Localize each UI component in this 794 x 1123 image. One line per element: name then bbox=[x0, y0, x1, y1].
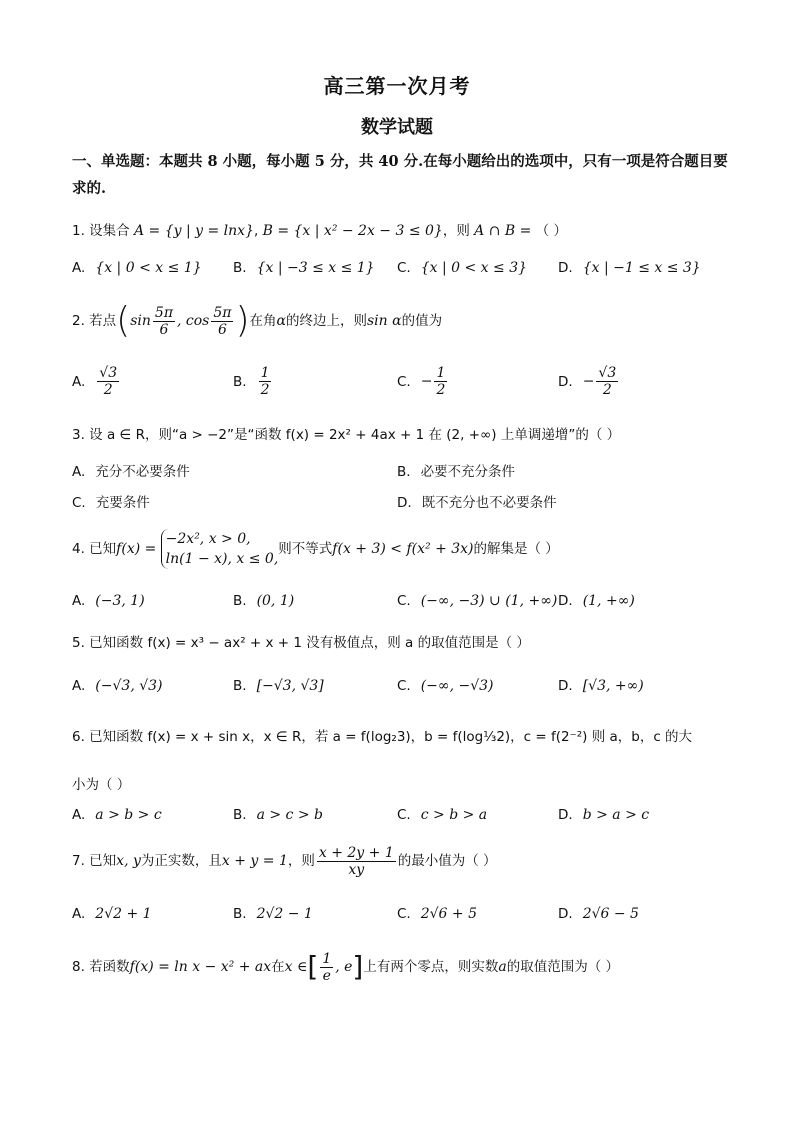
q2-cos: , cos bbox=[177, 313, 210, 329]
section-heading: 一、单选题：本题共 8 小题，每小题 5 分，共 40 分.在每小题给出的选项中，只有一项是符合题目要求的. bbox=[72, 153, 728, 197]
q1-option-c[interactable]: C. {x | 0 < x ≤ 3} bbox=[397, 260, 528, 276]
q5-option-b[interactable]: B. [−√3, √3] bbox=[233, 678, 324, 694]
q7-cond: x + y = 1 bbox=[221, 853, 288, 869]
q8-a: a bbox=[498, 959, 507, 975]
q2-sin: sin bbox=[130, 313, 151, 329]
q2-tail2: 的终边上，则 bbox=[286, 313, 367, 329]
q2-option-c[interactable]: C. − $\frac{1}{2}$ bbox=[397, 365, 446, 398]
q7-lead: 7. 已知 bbox=[72, 853, 117, 869]
q4-option-d[interactable]: D. (1, +∞) bbox=[558, 593, 635, 609]
q8-tail2: 的取值范围为（ ） bbox=[506, 959, 620, 975]
q4-tail: 则不等式 bbox=[278, 541, 333, 557]
q3-option-a[interactable]: A. 充分不必要条件 bbox=[72, 464, 190, 480]
q1-blank: （ ） bbox=[535, 223, 567, 239]
q3-option-d[interactable]: D. 既不充分也不必要条件 bbox=[397, 495, 557, 511]
q6-option-d[interactable]: D. b > a > c bbox=[558, 807, 650, 823]
q2-sin-alpha: sin α bbox=[367, 313, 402, 329]
q7-option-c[interactable]: C. 2√6 + 5 bbox=[397, 906, 477, 922]
question-4 bbox=[72, 526, 732, 572]
q7-option-d[interactable]: D. 2√6 − 5 bbox=[558, 906, 639, 922]
q4-piecewise bbox=[161, 529, 279, 569]
question-5: 5. 已知函数 f(x) = x³ − ax² + x + 1 没有极值点，则 a 的取值范围是（ ） bbox=[72, 635, 530, 651]
q2-tail: 在角 bbox=[249, 313, 277, 329]
q1-set-a: A = {y | y = lnx} bbox=[133, 223, 254, 239]
question-3: 3. 设 a ∈ R，则“a > −2”是“函数 f(x) = 2x² + 4ax + 1 在 (2, +∞) 上单调递增”的（ ） bbox=[72, 427, 621, 443]
q7-xy: x, y bbox=[116, 853, 141, 869]
q7-num: x + 2y + 1 bbox=[318, 844, 394, 861]
q7-mid: 为正实数，且 bbox=[140, 853, 222, 869]
q2-num2: 5π bbox=[213, 304, 232, 321]
question-1: 1. 设集合 A = {y | y = lnx}, B = {x | x² − 2x − 3 ≤ 0}，则 A ∩ B = （ ） bbox=[72, 223, 567, 239]
q7-den: xy bbox=[348, 861, 365, 878]
question-6-line2: 小为（ ） bbox=[72, 777, 131, 793]
q4-option-b[interactable]: B. (0, 1) bbox=[233, 593, 295, 609]
q2-option-b[interactable]: B. $\frac{1}{2}$ bbox=[233, 365, 270, 398]
q8-fx: f(x) = ln x − x² + ax bbox=[129, 959, 272, 975]
q7-option-b[interactable]: B. 2√2 − 1 bbox=[233, 906, 313, 922]
q1-lead: 1. 设集合 bbox=[72, 223, 130, 239]
q6-option-c[interactable]: C. c > b > a bbox=[397, 807, 488, 823]
q5-option-c[interactable]: C. (−∞, −√3) bbox=[397, 678, 494, 694]
q3-option-b[interactable]: B. 必要不充分条件 bbox=[397, 464, 516, 480]
q7-tail: 的最小值为（ ） bbox=[397, 853, 497, 869]
exam-title: 高三第一次月考 bbox=[323, 74, 471, 98]
q6-option-a[interactable]: A. a > b > c bbox=[72, 807, 162, 823]
q4-ineq: f(x + 3) < f(x² + 3x) bbox=[332, 541, 474, 557]
q2-tail3: 的值为 bbox=[401, 313, 443, 329]
q3-option-c[interactable]: C. 充要条件 bbox=[72, 495, 150, 511]
q8-den: e bbox=[322, 967, 331, 984]
question-6-line1: 6. 已知函数 f(x) = x + sin x，x ∈ R，若 a = f(log₂3)，b = f(log⅓2)，c = f(2⁻²) 则 a，b，c 的大 bbox=[72, 729, 693, 745]
exam-subtitle: 数学试题 bbox=[361, 117, 433, 138]
q7-option-a[interactable]: A. 2√2 + 1 bbox=[72, 906, 152, 922]
question-7 bbox=[72, 838, 732, 884]
q8-mid: 在 bbox=[271, 959, 285, 975]
q4-option-a[interactable]: A. (−3, 1) bbox=[72, 593, 145, 609]
q5-option-d[interactable]: D. [√3, +∞) bbox=[558, 678, 644, 694]
q1-option-b[interactable]: B. {x | −3 ≤ x ≤ 1} bbox=[233, 260, 375, 276]
q8-end: , e bbox=[335, 959, 353, 975]
q1-set-b: B = {x | x² − 2x − 3 ≤ 0} bbox=[262, 223, 443, 239]
q8-tail: 上有两个零点，则实数 bbox=[363, 959, 499, 975]
question-8: 8. 若函数f(x) = ln x − x² + ax在x ∈[ $\frac{1}{e}$ , e]上有两个零点，则实数a的取值范围为（ ） bbox=[72, 950, 620, 984]
q2-den2: 6 bbox=[217, 321, 227, 338]
q2-num1: 5π bbox=[154, 304, 174, 321]
q1-expr: A ∩ B = bbox=[474, 223, 532, 239]
q8-xin: x ∈ bbox=[284, 959, 308, 975]
q2-lead: 2. 若点 bbox=[72, 313, 117, 329]
q2-alpha: α bbox=[276, 313, 286, 329]
q4-case2: ln(1 − x), x ≤ 0, bbox=[165, 551, 279, 567]
q8-num: 1 bbox=[322, 950, 332, 967]
q4-lead: 4. 已知 bbox=[72, 541, 117, 557]
q7-mid2: ，则 bbox=[287, 853, 315, 869]
q5-option-a[interactable]: A. (−√3, √3) bbox=[72, 678, 163, 694]
question-2: 2. 若点(sin $\frac{5\pi}{6}$ , cos $\frac{5\pi}{6}$ )在角α的终边上，则sin α的值为 bbox=[72, 300, 443, 341]
q1-option-d[interactable]: D. {x | −1 ≤ x ≤ 3} bbox=[558, 260, 701, 276]
q4-option-c[interactable]: C. (−∞, −3) ∪ (1, +∞) bbox=[397, 593, 558, 609]
q1-option-a[interactable]: A. {x | 0 < x ≤ 1} bbox=[72, 260, 202, 276]
q4-fx: f(x) = bbox=[116, 541, 157, 557]
q4-case1: −2x², x > 0, bbox=[165, 531, 251, 547]
q2-option-d[interactable]: D. − $\frac{√3}{2}$ bbox=[558, 365, 617, 398]
q1-tail: ，则 bbox=[442, 223, 470, 239]
q6-option-b[interactable]: B. a > c > b bbox=[233, 807, 323, 823]
q2-option-a[interactable]: A. $\frac{√3}{2}$ bbox=[72, 365, 118, 398]
q4-tail2: 的解集是（ ） bbox=[473, 541, 559, 557]
q2-den1: 6 bbox=[159, 321, 169, 338]
q8-lead: 8. 若函数 bbox=[72, 959, 130, 975]
